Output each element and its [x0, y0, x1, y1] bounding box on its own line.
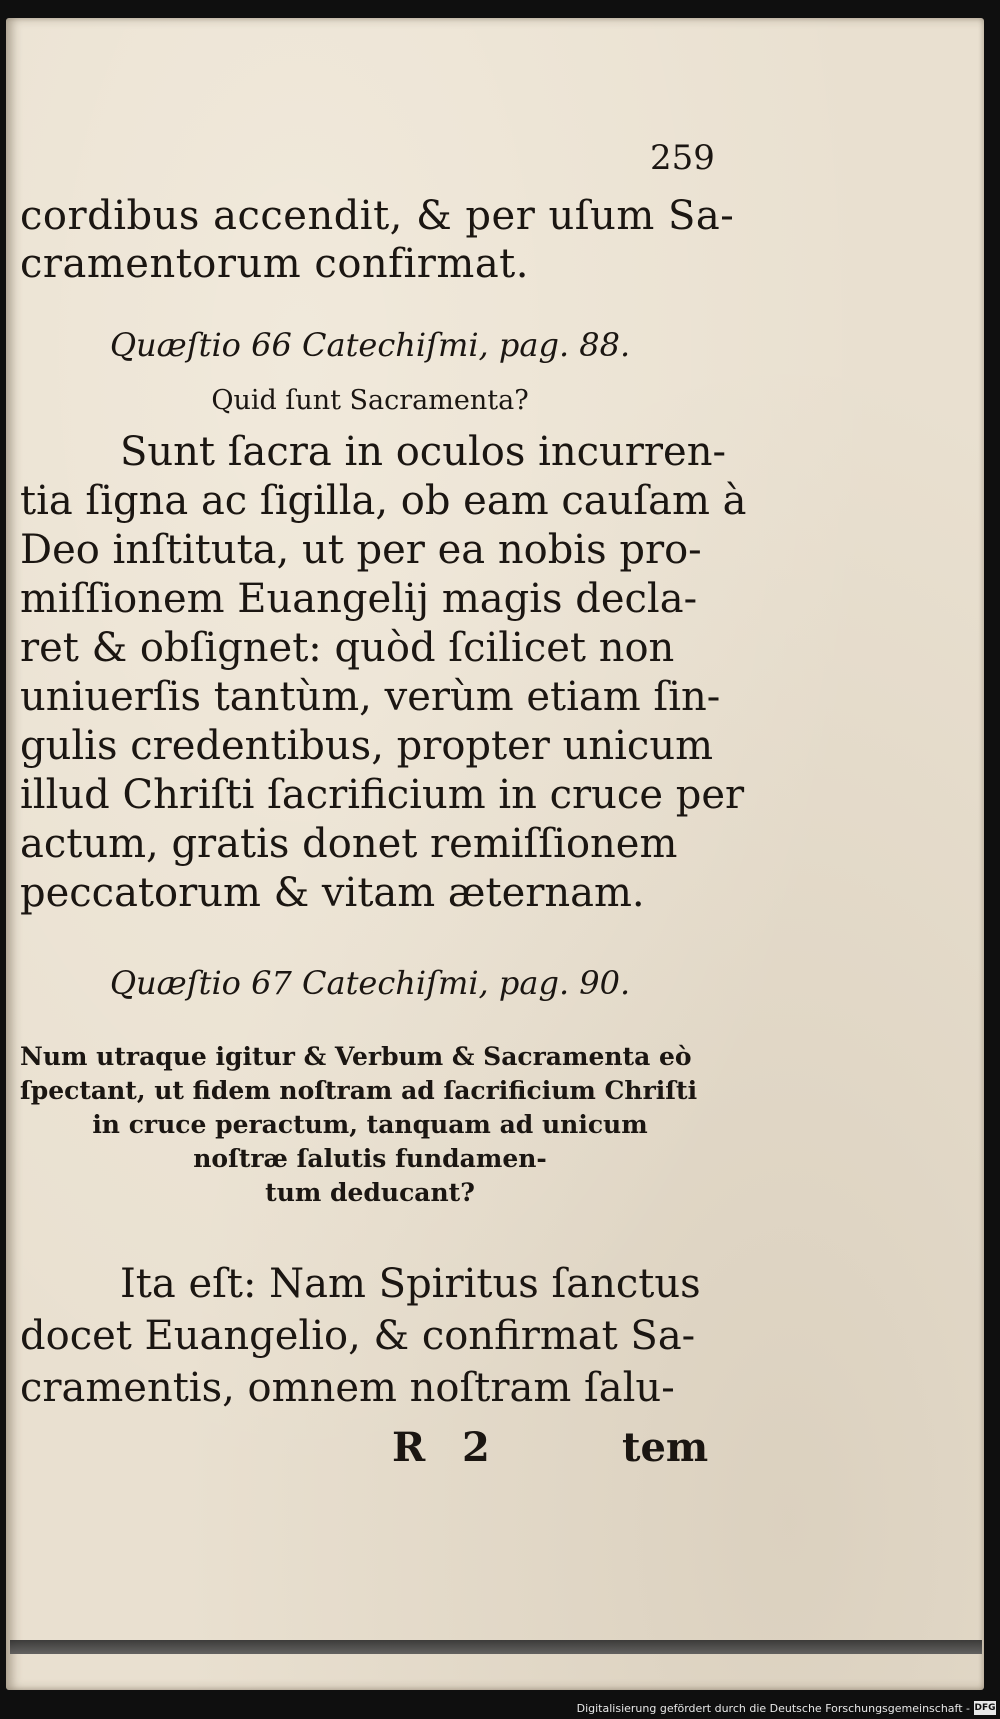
- text-line: illud Chriſti ſacrificium in cruce per: [20, 772, 745, 818]
- text-line: actum, gratis donet remiſſionem: [20, 821, 678, 867]
- text-line: noſtræ ſalutis fundamen-: [193, 1144, 547, 1173]
- text-line: Num utraque igitur & Verbum & Sacramenta eò: [20, 1042, 692, 1071]
- text-line: tia ſigna ac ſigilla, ob eam cauſam à: [20, 478, 747, 524]
- text-line: ret & obſignet: quòd ſcilicet non: [20, 625, 675, 671]
- answer-67: [20, 1258, 720, 1414]
- text-line: miſſionem Euangelij magis decla-: [20, 576, 698, 622]
- text-line: Deo inſtituta, ut per ea nobis pro-: [20, 527, 702, 573]
- text-line: Ita eſt: Nam Spiritus ſanctus: [120, 1261, 701, 1307]
- text-line: cordibus accendit, & per uſum Sa-: [20, 193, 735, 239]
- text-line: gulis credentibus, propter unicum: [20, 723, 714, 769]
- catchword: tem: [622, 1424, 709, 1471]
- question-67-text: [20, 1040, 720, 1210]
- signature-mark: R: [392, 1424, 426, 1471]
- page-number: 259: [650, 138, 715, 178]
- text-line: docet Euangelio, & confirmat Sa-: [20, 1313, 696, 1359]
- text-line: cramentis, omnem noſtram ſalu-: [20, 1365, 675, 1411]
- dfg-logo-icon: DFG: [974, 1703, 996, 1713]
- text-line: ſpectant, ut fidem noſtram ad ſacrificium Chriſti: [20, 1076, 698, 1105]
- text-line: Sunt ſacra in oculos incurren-: [120, 429, 726, 475]
- continuation-text: [20, 192, 735, 288]
- answer-66: [20, 428, 747, 918]
- text-line: peccatorum & vitam æternam.: [20, 870, 645, 916]
- question-67-heading: Quæſtio 67 Catechiſmi, pag. 90.: [109, 964, 631, 1002]
- text-line: uniuerſis tantùm, verùm etiam ſin-: [20, 674, 721, 720]
- signature-number: 2: [462, 1424, 490, 1471]
- question-66-heading: Quæſtio 66 Catechiſmi, pag. 88.: [109, 326, 631, 364]
- text-line: in cruce peractum, tanquam ad unicum: [92, 1110, 648, 1139]
- text-line: cramentorum confirmat.: [20, 241, 529, 287]
- text-line: tum deducant?: [265, 1178, 475, 1207]
- question-66-text: Quid ſunt Sacramenta?: [211, 385, 529, 416]
- funding-credit: Digitalisierung gefördert durch die Deutsche Forschungsgemeinschaft -: [576, 1702, 970, 1715]
- page-bottom-edge: [10, 1640, 982, 1654]
